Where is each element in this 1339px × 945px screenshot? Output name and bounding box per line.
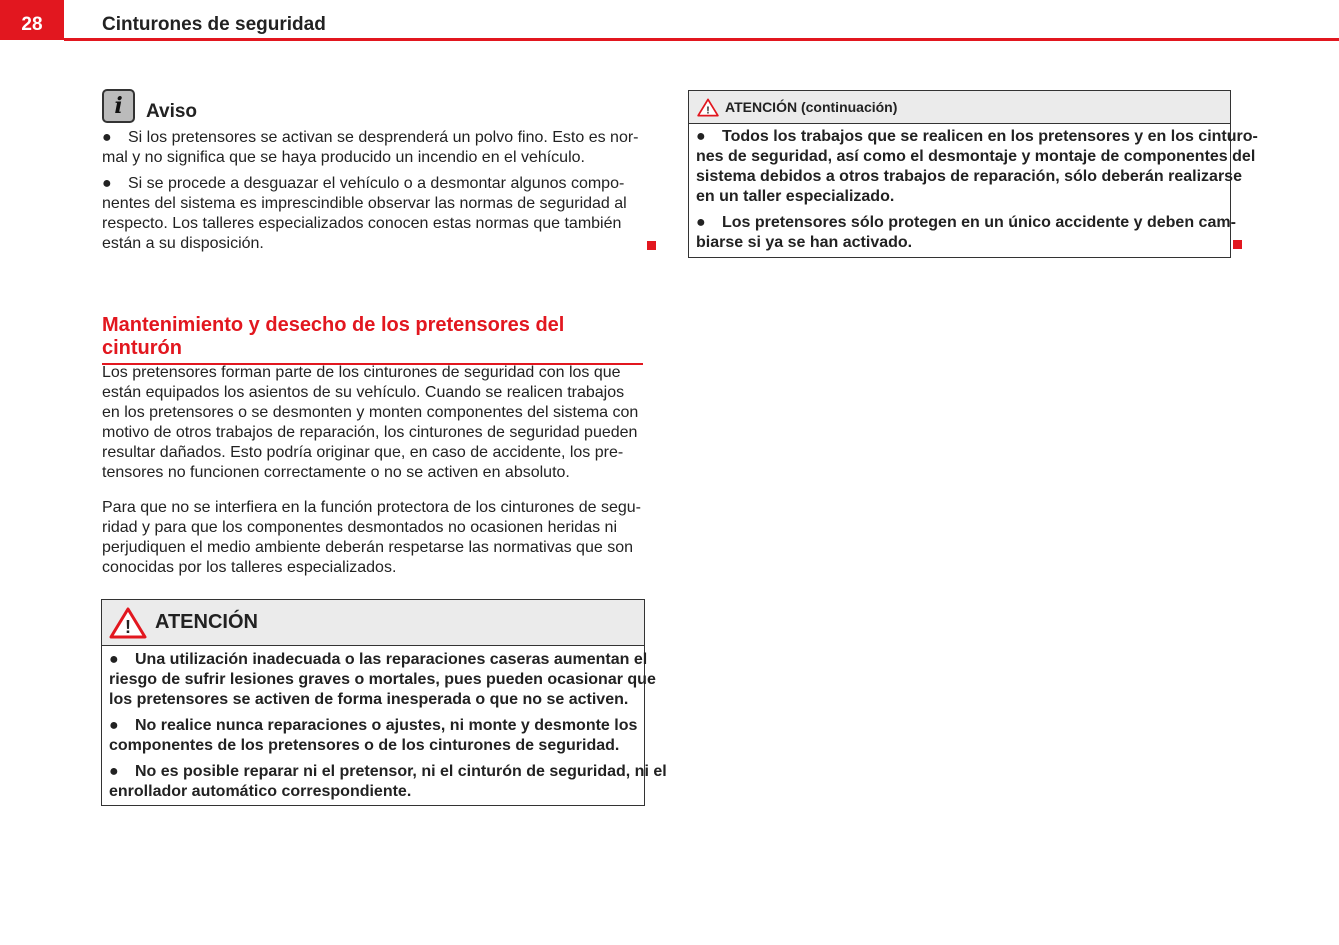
warning-item [696, 213, 1236, 253]
bullet: ● [109, 717, 119, 734]
section-heading: Mantenimiento y desecho de los pretensores del cinturón [102, 314, 643, 365]
warning-header [102, 600, 644, 646]
text-line: conocidas por los talleres especializados. [102, 559, 397, 576]
text-line: nentes del sistema es imprescindible observar las normas de seguridad al [102, 195, 627, 212]
text-line: Los pretensores sólo protegen en un único accidente y deben cam- [722, 214, 1236, 231]
header-rule [64, 38, 1339, 41]
end-mark [647, 241, 656, 250]
paragraph [102, 363, 647, 483]
text-line: sistema debidos a otros trabajos de reparación, sólo deberán realizarse [696, 168, 1242, 185]
page-number: 28 [0, 0, 64, 40]
warning-triangle-icon [109, 607, 147, 639]
bullet: ● [109, 651, 119, 668]
text-line: No realice nunca reparaciones o ajustes, ni monte y desmonte los [135, 717, 638, 734]
text-line: nes de seguridad, así como el desmontaje y montaje de componentes del [696, 148, 1256, 165]
aviso-title: Aviso [146, 101, 198, 122]
text-line: perjudiquen el medio ambiente deberán respetarse las normativas que son [102, 539, 633, 556]
text-line: Todos los trabajos que se realicen en los pretensores y en los cinturo- [722, 128, 1258, 145]
warning-continued-box [688, 90, 1258, 258]
text-line: están equipados los asientos de su vehículo. Cuando se realicen trabajos [102, 384, 625, 401]
svg-text:!: ! [125, 616, 131, 637]
warning-continued-list [689, 124, 1258, 262]
warning-box [101, 599, 667, 806]
text-line: en los pretensores o se desmonten y monten componentes del sistema con [102, 404, 639, 421]
text-line: ridad y para que los componentes desmontados no ocasionen heridas ni [102, 519, 617, 536]
text-line: biarse si ya se han activado. [696, 234, 913, 251]
info-icon: i [102, 89, 135, 123]
text-line: Una utilización inadecuada o las reparaciones caseras aumentan el [135, 651, 648, 668]
text-line: tensores no funcionen correctamente o no se activen en absoluto. [102, 464, 570, 481]
warning-continued-title: ATENCIÓN (continuación) [725, 99, 898, 115]
warning-item [109, 716, 637, 756]
warning-item [109, 762, 667, 802]
text-line: Si se procede a desguazar el vehículo o a desmontar algunos compo- [128, 175, 625, 192]
end-mark [1233, 240, 1242, 249]
text-line: componentes de los pretensores o de los cinturones de seguridad. [109, 737, 620, 754]
bullet: ● [696, 214, 706, 231]
text-line: mal y no significa que se haya producido un incendio en el vehículo. [102, 149, 585, 166]
warning-item [109, 650, 656, 710]
bullet: ● [102, 129, 112, 146]
aviso-item [102, 128, 642, 168]
text-line: No es posible reparar ni el pretensor, ni el cinturón de seguridad, ni el [135, 763, 667, 780]
text-line: enrollador automático correspondiente. [109, 783, 412, 800]
warning-continued-header [689, 91, 1230, 124]
text-line: resultar dañados. Esto podría originar que, en caso de accidente, los pre- [102, 444, 624, 461]
aviso-list [102, 128, 642, 260]
text-line: están a su disposición. [102, 235, 264, 252]
text-line: en un taller especializado. [696, 188, 895, 205]
svg-text:!: ! [706, 104, 710, 116]
text-line: motivo de otros trabajos de reparación, los cinturones de seguridad pueden [102, 424, 638, 441]
bullet: ● [696, 128, 706, 145]
bullet: ● [109, 763, 119, 780]
bullet: ● [102, 175, 112, 192]
text-line: los pretensores se activen de forma inesperada o que no se activen. [109, 691, 629, 708]
warning-list [102, 646, 667, 812]
section-body [102, 363, 647, 593]
warning-triangle-icon [697, 98, 719, 117]
text-line: Para que no se interfiera en la función protectora de los cinturones de segu- [102, 499, 641, 516]
warning-item [696, 127, 1258, 207]
text-line: Los pretensores forman parte de los cinturones de seguridad con los que [102, 364, 621, 381]
text-line: respecto. Los talleres especializados conocen estas normas que también [102, 215, 622, 232]
aviso-item [102, 174, 642, 254]
warning-title: ATENCIÓN [155, 611, 258, 633]
text-line: riesgo de sufrir lesiones graves o mortales, pues pueden ocasionar que [109, 671, 656, 688]
text-line: Si los pretensores se activan se desprenderá un polvo fino. Esto es nor- [128, 129, 639, 146]
paragraph [102, 498, 647, 578]
chapter-title: Cinturones de seguridad [102, 14, 326, 35]
